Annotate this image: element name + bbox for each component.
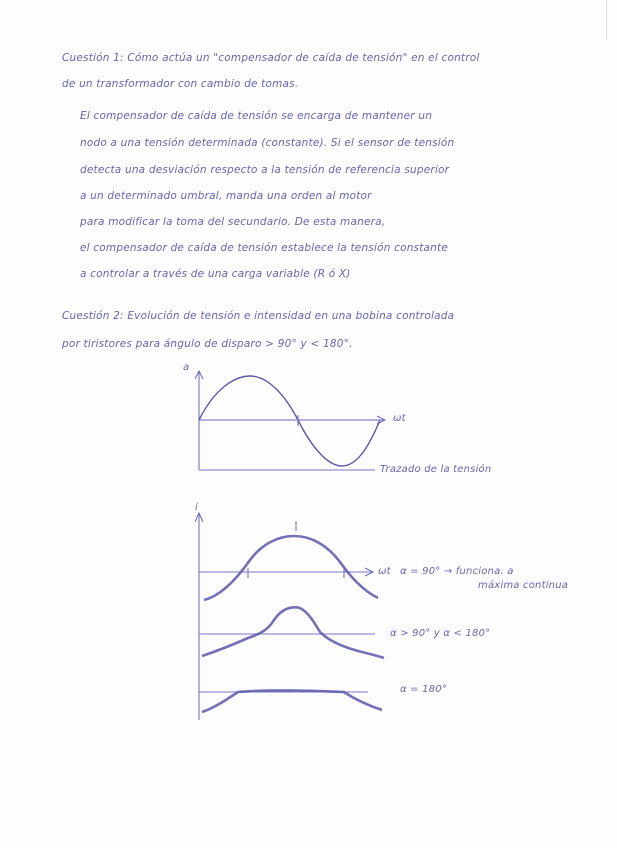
voltage-time-label: ωt: [393, 413, 406, 424]
case1-label: α = 90° → funciona. a: [400, 566, 514, 577]
voltage-sine-curve: [199, 376, 380, 466]
question1-answer-line: a un determinado umbral, manda una orden al motor: [80, 190, 372, 202]
question1-heading-line2: de un transformador con cambio de tomas.: [62, 78, 299, 90]
voltage-axis-label: a: [183, 362, 190, 373]
question1-answer-line: para modificar la toma del secundario. De esta manera,: [80, 216, 386, 228]
case1-label-line2: máxima continua: [478, 580, 569, 591]
question2-heading-line1: Cuestión 2: Evolución de tensión e intensidad en una bobina controlada: [62, 310, 455, 322]
question1-answer-line: nodo a una tensión determinada (constante). Si el sensor de tensión: [80, 137, 455, 149]
question1-answer-line: a controlar a través de una carga variable (R ó X): [80, 268, 351, 280]
case3-label: α = 180°: [400, 684, 448, 695]
voltage-trace-label: Trazado de la tensión: [380, 464, 492, 475]
case1-current-curve: [204, 536, 378, 600]
question1-heading-line1: Cuestión 1: Cómo actúa un "compensador de caída de tensión" en el control: [62, 52, 480, 64]
current-axis-label: i: [195, 502, 198, 513]
question1-answer-line: El compensador de caída de tensión se encarga de mantener un: [80, 110, 433, 122]
question1-answer-line: el compensador de caída de tensión establece la tensión constante: [80, 242, 449, 254]
case2-label: α > 90° y α < 180°: [390, 628, 491, 639]
case2-current-curve: [202, 607, 384, 658]
question2-heading-line2: por tiristores para ángulo de disparo > 90° y < 180°.: [62, 338, 353, 350]
question1-answer-line: detecta una desviación respecto a la tensión de referencia superior: [80, 164, 450, 176]
current-time-label: ωt: [378, 566, 391, 577]
case3-current-curve: [202, 691, 382, 713]
